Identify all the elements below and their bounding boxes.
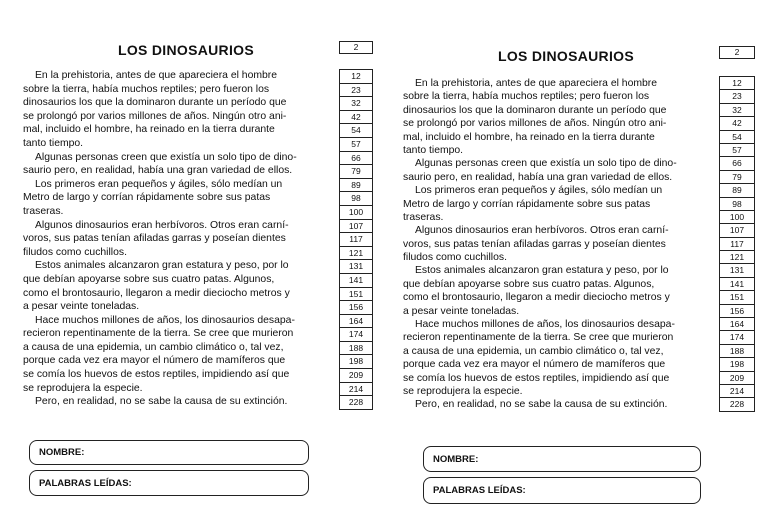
word-count-box: 214 [339,382,373,397]
word-count-box: 66 [339,151,373,166]
text-line: Algunos dinosaurios eran herbívoros. Otros eran carní- [415,225,669,237]
text-line: que debían apoyarse sobre sus cuatro patas. Algunos, [23,273,275,285]
word-count-box: 156 [719,304,755,318]
text-line: se prolongó por varios millones de años. Ningún otro ani- [23,110,287,122]
text-line: Algunas personas creen que existía un solo tipo de dino- [35,151,297,163]
text-line: que debían apoyarse sobre sus cuatro patas. Algunos, [403,278,655,290]
word-count-column [339,70,373,410]
text-line: dinosaurios los que la dominaron durante un período que [403,104,667,116]
text-line: filudos como cuchillos. [23,246,127,258]
text-line: se prolongó por varios millones de años. Ningún otro ani- [403,118,667,130]
text-line: Estos animales alcanzaron gran estatura y peso, por lo [35,260,289,272]
word-count-box: 164 [339,314,373,329]
text-line: Metro de largo y corrían rápidamente sobre sus patas [23,192,271,204]
word-count-box: 121 [339,246,373,261]
word-count-box: 174 [339,327,373,342]
word-count-box: 141 [719,277,755,291]
word-count-box: 23 [339,83,373,98]
palabras-leidas-field[interactable] [423,477,701,504]
word-count-box: 42 [719,116,755,130]
word-count-box: 98 [339,191,373,206]
text-line: Los primeros eran pequeños y ágiles, sólo medían un [35,178,283,190]
nombre-label: NOMBRE: [433,453,479,465]
text-line: se comía los huevos de estos reptiles, impidiendo así que [403,372,670,384]
text-line: como el brontosaurio, llegaron a medir dieciocho metros y [403,292,670,304]
word-count-box: 32 [339,96,373,111]
word-count-box: 156 [339,300,373,315]
text-line: traseras. [403,211,444,223]
text-line: mal, incluido el hombre, ha reinado en la tierra durante [23,124,275,136]
text-line: se reprodujera la especie. [403,385,523,397]
text-line: Metro de largo y corrían rápidamente sobre sus patas [403,198,651,210]
word-count-box: 107 [719,223,755,237]
reading-text [403,77,695,412]
word-count-box: 100 [339,205,373,220]
word-count-column [719,77,755,412]
word-count-box: 79 [339,164,373,179]
word-count-box: 151 [719,290,755,304]
text-line: como el brontosaurio, llegaron a medir dieciocho metros y [23,287,290,299]
word-count-box: 89 [719,183,755,197]
word-count-box: 117 [339,232,373,247]
word-count-box: 89 [339,178,373,193]
text-line: Pero, en realidad, no se sabe la causa de su extinción. [415,399,668,411]
nombre-field[interactable] [423,446,701,472]
word-count-box: 228 [339,395,373,410]
text-line: se comía los huevos de estos reptiles, impidiendo así que [23,369,290,381]
text-line: Los primeros eran pequeños y ágiles, sólo medían un [415,185,663,197]
word-count-box: 100 [719,210,755,224]
word-count-box: 131 [719,263,755,277]
word-count-box: 151 [339,287,373,302]
text-line: voros, sus patas tenían afiladas garras y poseían dientes [403,238,666,250]
text-line: se reprodujera la especie. [23,382,143,394]
text-line: filudos como cuchillos. [403,252,507,264]
text-line: porque cada vez era mayor el número de mamíferos que [23,355,286,367]
nombre-label: NOMBRE: [39,447,85,458]
text-line: tanto tiempo. [23,137,84,149]
word-count-box: 188 [339,341,373,356]
text-line: a causa de una epidemia, un cambio climático o, tal vez, [403,345,664,357]
word-count-box: 209 [719,371,755,385]
text-line: traseras. [23,205,64,217]
page-title: LOS DINOSAURIOS [498,48,634,64]
word-count-box: 23 [719,89,755,103]
word-count-box: 131 [339,259,373,274]
word-count-box: 198 [719,357,755,371]
word-count-box: 198 [339,354,373,369]
word-count-box: 141 [339,273,373,288]
text-line: En la prehistoria, antes de que apareciera el hombre [35,70,278,81]
word-count-box: 188 [719,344,755,358]
word-count-box: 214 [719,384,755,398]
word-count-box: 57 [339,137,373,152]
palabras-leidas-label: PALABRAS LEÍDAS: [433,485,526,496]
word-count-box: 57 [719,143,755,157]
title-word-count: 2 [719,46,755,59]
text-line: recieron repentinamente de la tierra. Se cree que murieron [23,328,294,340]
word-count-box: 12 [339,69,373,84]
word-count-box: 228 [719,397,755,411]
text-line: saurio pero, en realidad, había una gran variedad de ellos. [23,165,293,177]
word-count-box: 174 [719,330,755,344]
word-count-box: 66 [719,156,755,170]
word-count-box: 79 [719,170,755,184]
text-line: Algunos dinosaurios eran herbívoros. Otros eran carní- [35,219,289,231]
word-count-box: 54 [719,130,755,144]
text-line: porque cada vez era mayor el número de mamíferos que [403,359,666,371]
text-line: a causa de una epidemia, un cambio climático o, tal vez, [23,341,284,353]
text-line: Algunas personas creen que existía un solo tipo de dino- [415,158,677,170]
text-line: sobre la tierra, había muchos reptiles; pero fueron los [23,83,270,95]
text-line: Hace muchos millones de años, los dinosaurios desapa- [415,319,675,331]
text-line: En la prehistoria, antes de que apareciera el hombre [415,78,658,89]
word-count-box: 32 [719,103,755,117]
word-count-box: 117 [719,237,755,251]
word-count-box: 164 [719,317,755,331]
text-line: tanto tiempo. [403,144,464,156]
text-line: mal, incluido el hombre, ha reinado en la tierra durante [403,131,655,143]
palabras-leidas-label: PALABRAS LEÍDAS: [39,477,132,489]
nombre-field[interactable] [29,440,309,465]
text-line: sobre la tierra, había muchos reptiles; pero fueron los [403,91,650,103]
page-title: LOS DINOSAURIOS [118,42,254,58]
word-count-box: 98 [719,197,755,211]
word-count-box: 42 [339,110,373,125]
word-count-box: 209 [339,368,373,383]
word-count-box: 12 [719,76,755,90]
word-count-box: 107 [339,219,373,234]
text-line: Estos animales alcanzaron gran estatura y peso, por lo [415,265,669,277]
text-line: Pero, en realidad, no se sabe la causa de su extinción. [35,396,288,408]
palabras-leidas-field[interactable] [29,470,309,496]
text-line: recieron repentinamente de la tierra. Se cree que murieron [403,332,674,344]
text-line: dinosaurios los que la dominaron durante un período que [23,97,287,109]
title-word-count: 2 [339,41,373,54]
text-line: a pesar veinte toneladas. [403,305,520,317]
text-line: Hace muchos millones de años, los dinosaurios desapa- [35,314,295,326]
text-line: voros, sus patas tenían afiladas garras y poseían dientes [23,233,286,245]
word-count-box: 121 [719,250,755,264]
reading-text [23,69,323,409]
text-line: saurio pero, en realidad, había una gran variedad de ellos. [403,171,673,183]
word-count-box: 54 [339,123,373,138]
text-line: a pesar veinte toneladas. [23,301,140,313]
